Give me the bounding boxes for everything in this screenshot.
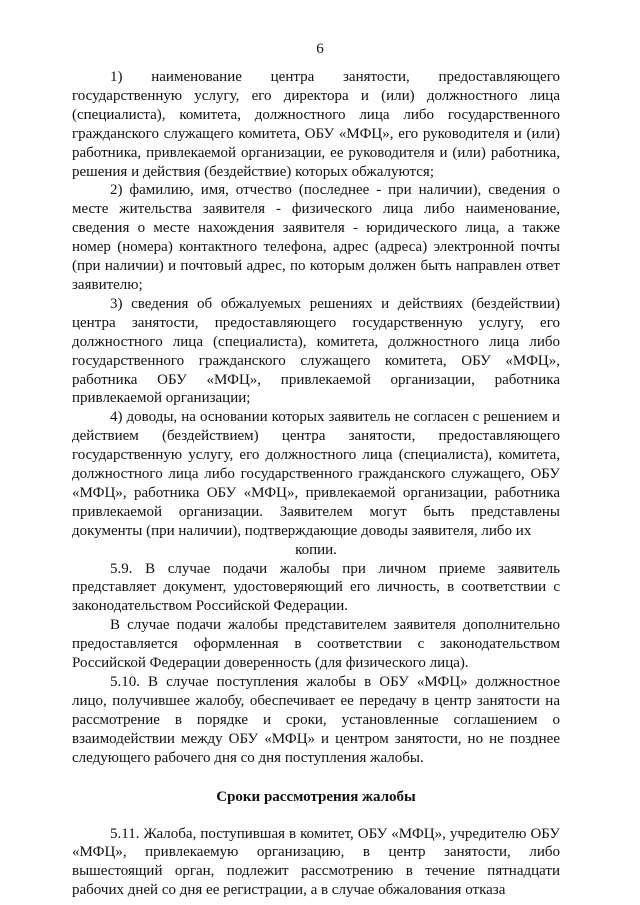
- paragraph-item-2: 2) фамилию, имя, отчество (последнее - при наличии), сведения о месте жительства заявителя - физического лица либо наименование, сведения о месте нахождения заявителя - юридического лица, а также номер (номера) контактного телефона, адрес (адреса) электронной почты (при наличии) и почтовый адрес, по которым должен быть направлен ответ заявителю;: [72, 182, 560, 293]
- section-heading: Сроки рассмотрения жалобы: [216, 788, 416, 805]
- page-number: 6: [316, 41, 324, 57]
- paragraph-continuation: копии.: [295, 541, 337, 558]
- paragraph-representative: В случае подачи жалобы представителем заявителя дополнительно предоставляется оформленная в соответствии с законодательством Российской Федерации доверенность (для физического лица).: [72, 617, 560, 672]
- paragraph-5-10: 5.10. В случае поступления жалобы в ОБУ «МФЦ» должностное лицо, получившее жалобу, обеспечивает ее передачу в центр занятости на рассмотрение в порядке и сроки, установленные соглашением о взаимодействии между ОБУ «МФЦ» и центром занятости, но не позднее следующего рабочего дня со дня поступления жалобы.: [72, 674, 560, 766]
- paragraph-item-4: 4) доводы, на основании которых заявитель не согласен с решением и действием (бездействием) центра занятости, предоставляющего государственную услугу, его должностного лица (специалиста), комитета, должностного лица либо государственного гражданского служащего, ОБУ «МФЦ», работника ОБУ «МФЦ», привлекаемой организации, работника привлекаемой организации. Заявителем могут быть представлены документы (при наличии), подтверждающие доводы заявителя, либо их: [72, 409, 560, 539]
- paragraph-5-11: 5.11. Жалоба, поступившая в комитет, ОБУ «МФЦ», учредителю ОБУ «МФЦ», привлекаемую организацию, в центр занятости, либо вышестоящий орган, подлежит рассмотрению в течение пятнадцати рабочих дней со дня ее регистрации, а в случае обжалования отказа: [72, 825, 560, 899]
- paragraph-item-1: 1) наименование центра занятости, предоставляющего государственную услугу, его директора и (или) должностного лица (специалиста), комитета, должностного лица либо государственного гражданского служащего комитета, ОБУ «МФЦ», его руководителя и (или) работника, привлекаемой организации, ее руководителя и (или) работника, решения и действия (бездействие) которых обжалуются;: [72, 69, 560, 180]
- paragraph-5-9: 5.9. В случае подачи жалобы при личном приеме заявитель представляет документ, удостоверяющий его личность, в соответствии с законодательством Российской Федерации.: [72, 560, 560, 615]
- document-body: [72, 68, 560, 900]
- paragraph-item-3: 3) сведения об обжалуемых решениях и действиях (бездействии) центра занятости, предоставляющего государственную услугу, его должностного лица (специалиста), комитета, должностного лица либо государственного гражданского служащего комитета, ОБУ «МФЦ», работника ОБУ «МФЦ», привлекаемой организации, работника привлекаемой организации;: [72, 295, 560, 407]
